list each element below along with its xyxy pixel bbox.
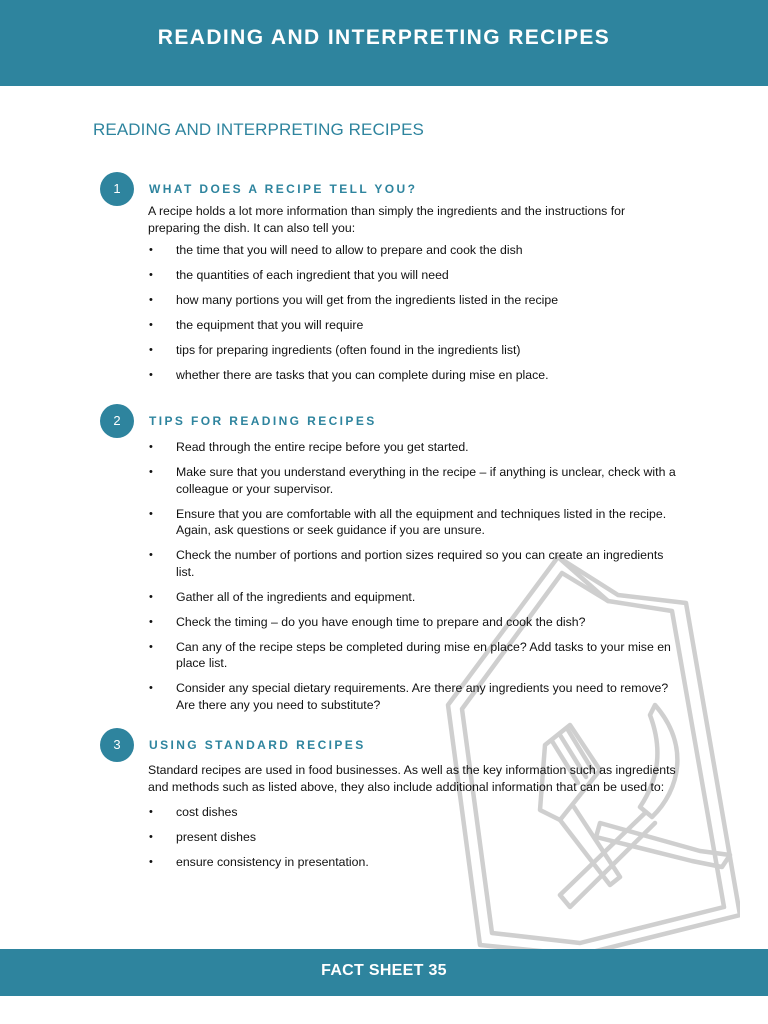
bullet-icon: • <box>149 244 153 256</box>
section-number-badge: 1 <box>100 172 134 206</box>
bullet-icon: • <box>149 640 153 653</box>
list-item: • Check the timing – do you have enough time to prepare and cook the dish? <box>149 614 586 629</box>
list-item: • Ensure that you are comfortable with all the equipment and techniques listed in the recipe. Again, ask questions or seek guidance if you are unsure. <box>149 506 667 537</box>
bullet-icon: • <box>149 856 153 868</box>
bullet-icon: • <box>149 294 153 306</box>
bullet-icon: • <box>149 369 153 381</box>
section-intro: Standard recipes are used in food businesses. As well as the key information such as ingredients and methods such as listed above, they also include additional information that can be used to: <box>148 763 676 794</box>
list-item: • present dishes <box>149 830 256 844</box>
list-item: • tips for preparing ingredients (often found in the ingredients list) <box>149 343 521 357</box>
bullet-icon: • <box>149 831 153 843</box>
list-item: • Make sure that you understand everything in the recipe – if anything is unclear, check with a colleague or your supervisor. <box>149 465 676 496</box>
list-item: • Can any of the recipe steps be completed during mise en place? Add tasks to your mise en place list. <box>149 639 671 670</box>
section-body <box>148 762 678 879</box>
list-item: • Check the number of portions and portion sizes required so you can create an ingredients list. <box>149 548 664 579</box>
section-heading: TIPS FOR READING RECIPES <box>149 414 377 428</box>
bullet-icon: • <box>149 549 153 561</box>
bullet-icon: • <box>149 319 153 331</box>
bullet-list <box>148 439 678 713</box>
section-heading: WHAT DOES A RECIPE TELL YOU? <box>149 182 418 196</box>
bullet-icon: • <box>149 441 153 453</box>
page-header <box>0 0 768 86</box>
list-item: • cost dishes <box>149 805 238 819</box>
document-title: READING AND INTERPRETING RECIPES <box>93 120 424 139</box>
bullet-icon: • <box>149 682 153 694</box>
section-number-badge: 2 <box>100 404 134 438</box>
bullet-icon: • <box>149 344 153 356</box>
section-heading: USING STANDARD RECIPES <box>149 738 366 752</box>
header-title: READING AND INTERPRETING RECIPES <box>157 26 611 49</box>
bullet-icon: • <box>149 615 153 628</box>
bullet-icon: • <box>149 806 153 818</box>
list-item: • the equipment that you will require <box>149 318 364 332</box>
list-item: • the quantities of each ingredient that you will need <box>149 268 449 282</box>
list-item: • whether there are tasks that you can complete during mise en place. <box>149 368 549 382</box>
list-item: • the time that you will need to allow to prepare and cook the dish <box>149 243 523 257</box>
bullet-list <box>148 242 678 384</box>
list-item: • ensure consistency in presentation. <box>149 855 369 869</box>
list-item: • how many portions you will get from the ingredients listed in the recipe <box>149 293 559 307</box>
section-intro: A recipe holds a lot more information than simply the ingredients and the instructions for preparing the dish. It can also tell you: <box>148 204 626 235</box>
list-item: • Consider any special dietary requirements. Are there any ingredients you need to remove? Are there any you need to substitute? <box>149 681 669 712</box>
bullet-icon: • <box>149 590 153 603</box>
list-item: • Read through the entire recipe before you get started. <box>149 440 469 454</box>
bullet-icon: • <box>149 507 153 520</box>
bullet-list <box>148 804 678 871</box>
section-body <box>148 203 678 392</box>
section-number-badge: 3 <box>100 728 134 762</box>
footer-label: FACT SHEET 35 <box>321 962 447 979</box>
section-body <box>148 439 678 722</box>
bullet-icon: • <box>149 466 153 478</box>
list-item: • Gather all of the ingredients and equipment. <box>149 589 416 604</box>
bullet-icon: • <box>149 269 153 281</box>
page-footer <box>0 949 768 996</box>
